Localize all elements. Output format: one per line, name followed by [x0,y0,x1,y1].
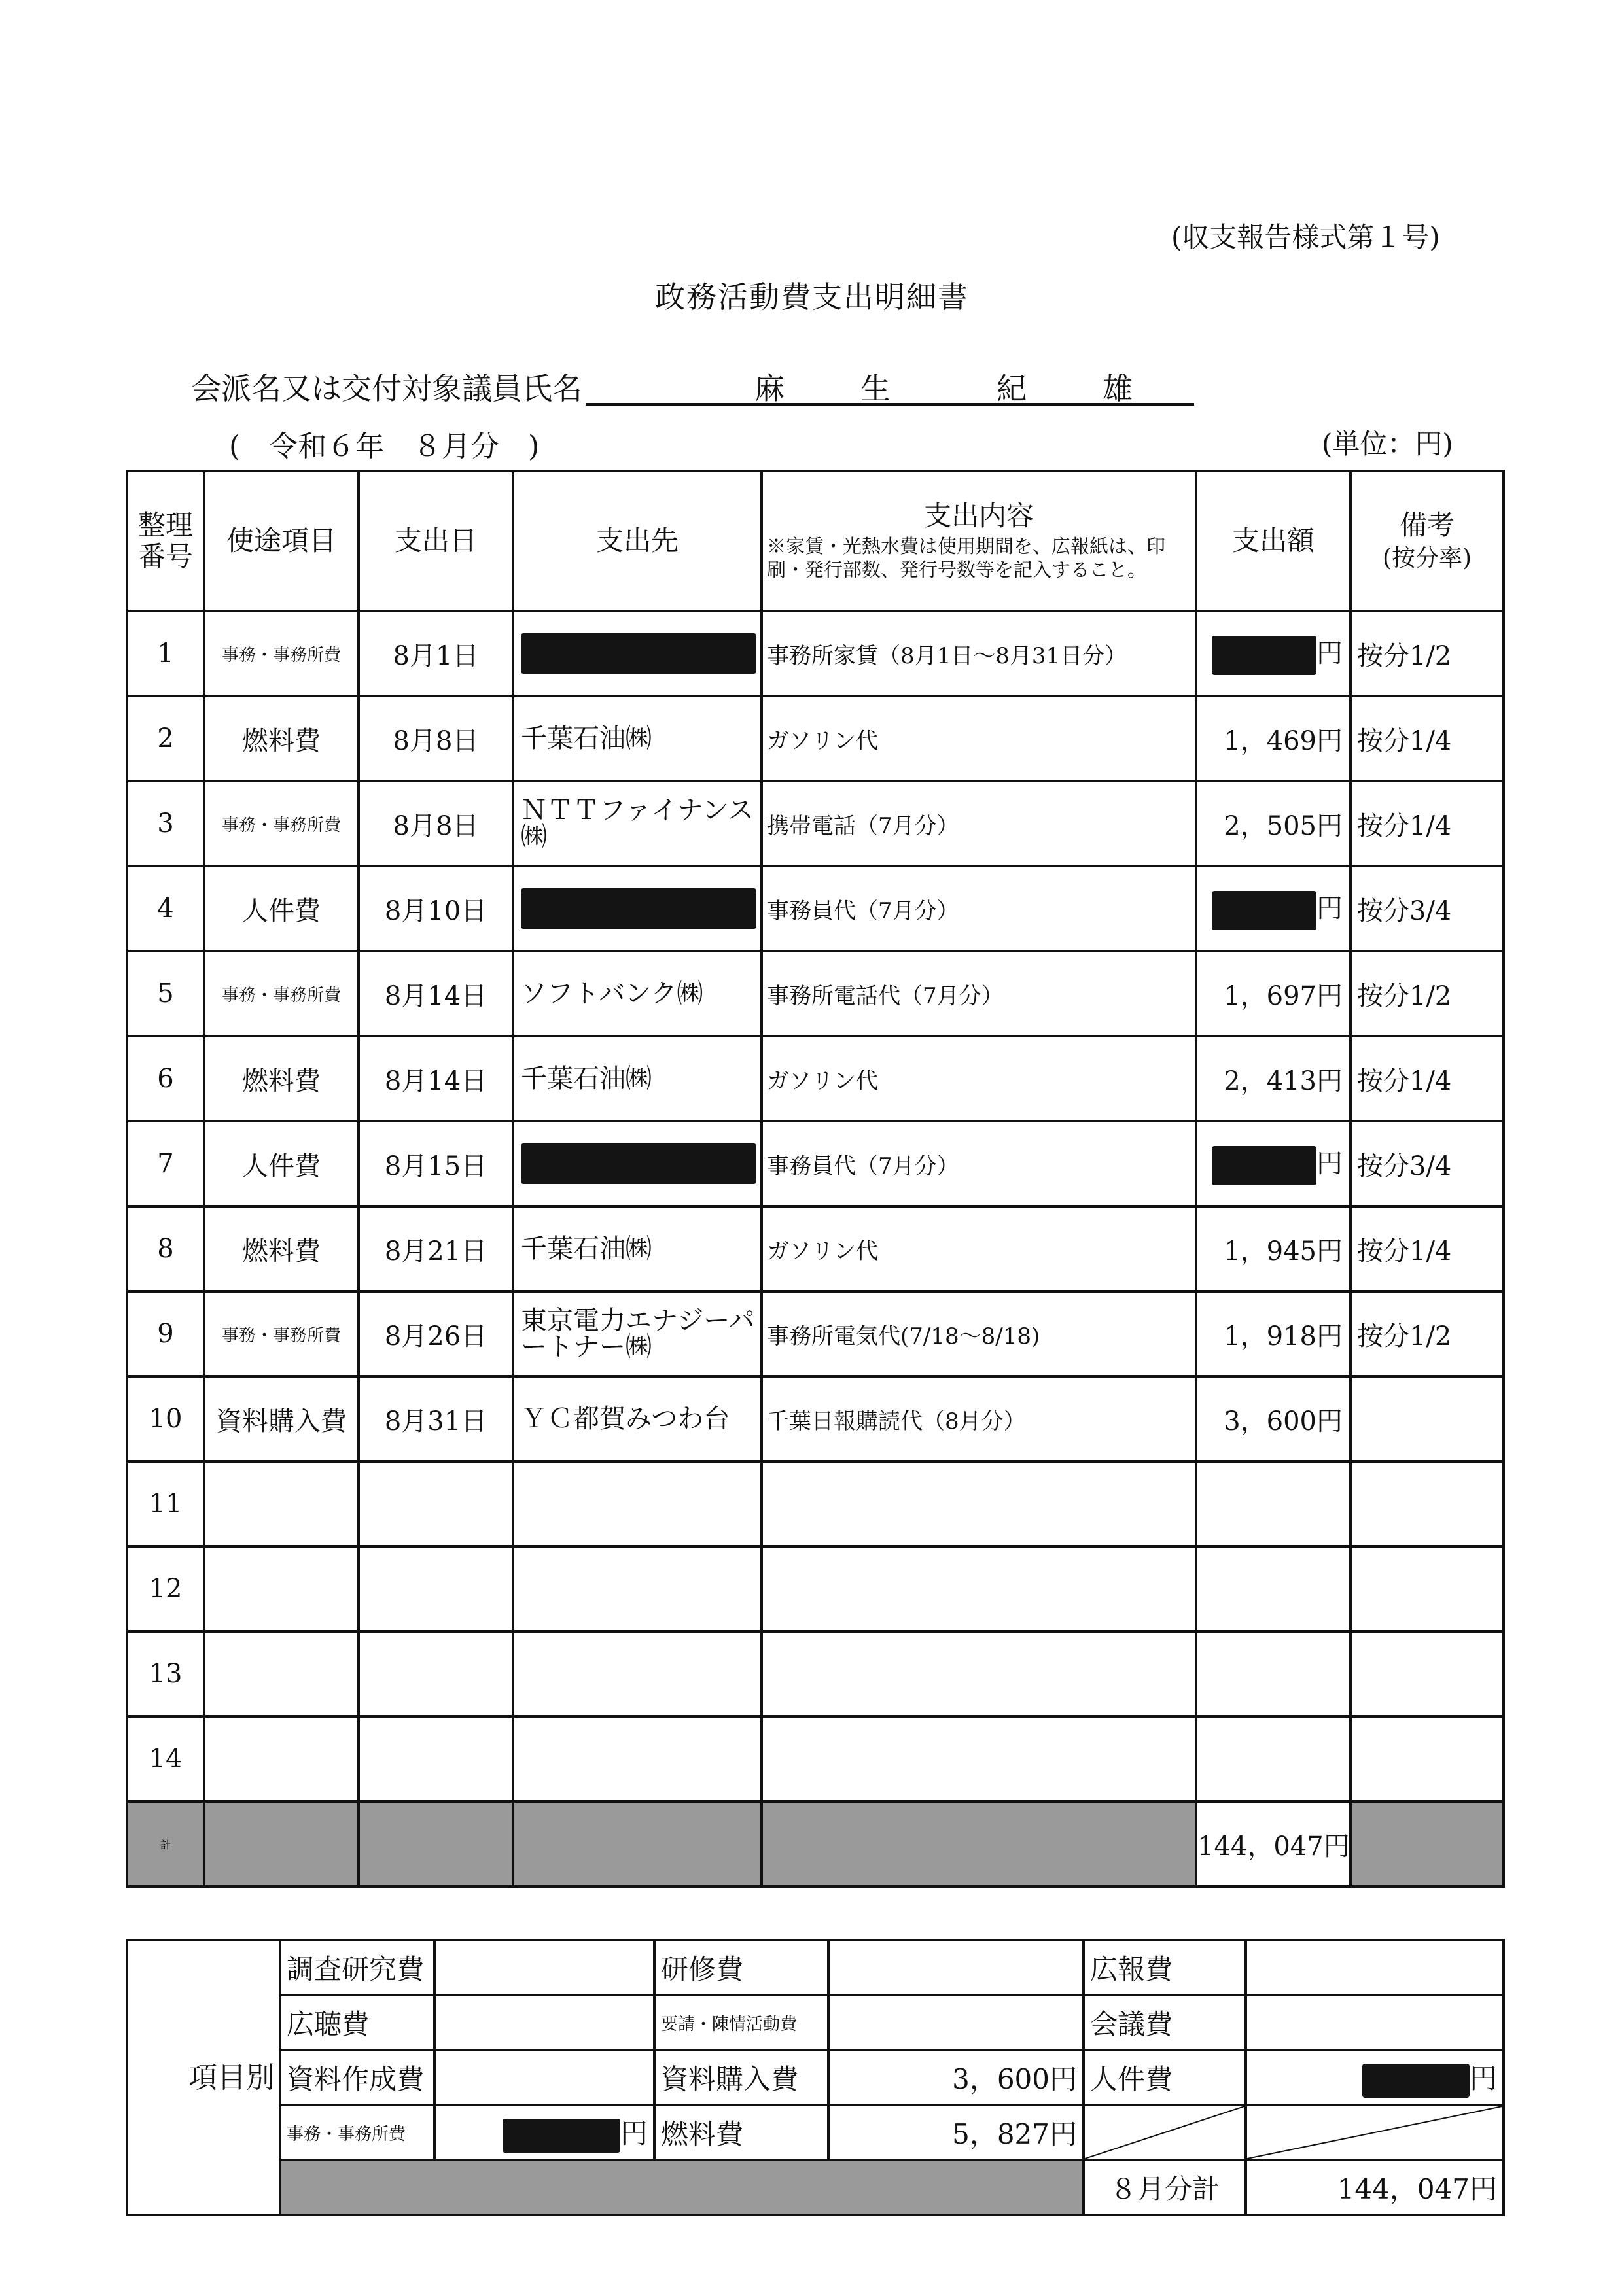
row-amount [1196,1461,1350,1546]
summary-training-label: 研修費 [654,1940,828,1995]
member-name-char: 生 [860,371,891,406]
summary-side-label [127,1940,280,2215]
header-date: 支出日 [359,471,513,611]
row-amount: 3，600円 [1196,1376,1350,1461]
summary-meeting-label: 会議費 [1084,1995,1246,2050]
row-amount [1196,1716,1350,1801]
row-content [762,1461,1196,1546]
total-amount: 144，047円 [1196,1801,1350,1887]
row-amount [1196,1546,1350,1631]
row-date: 8月10日 [359,866,513,951]
row-payee: 千葉石油㈱ [513,1036,762,1121]
row-amount [1196,611,1350,696]
table-row [127,611,1504,696]
summary-petition-label: 要請・陳情活動費 [654,1995,828,2050]
table-row [127,1716,1504,1801]
table-row [127,1291,1504,1376]
row-use-category [204,1631,359,1716]
form-number: (収支報告様式第１号) [1171,221,1440,253]
header-use: 使途項目 [204,471,359,611]
redaction-block [521,888,756,929]
row-number: 13 [127,1631,204,1716]
header-remarks-title: 備考 [1399,508,1455,541]
summary-meeting-value [1246,1995,1504,2050]
row-number: 4 [127,866,204,951]
row-remarks: 按分1/4 [1350,1206,1504,1291]
table-row [127,1546,1504,1631]
row-use-category: 事務・事務所費 [204,611,359,696]
row-date [359,1631,513,1716]
row-date: 8月8日 [359,781,513,866]
row-remarks: 按分3/4 [1350,866,1504,951]
summary-materials-creation-label: 資料作成費 [280,2050,434,2105]
row-date: 8月1日 [359,611,513,696]
row-remarks: 按分1/2 [1350,1291,1504,1376]
summary-personnel-value [1246,2050,1504,2105]
table-row [127,866,1504,951]
row-payee: ＹＣ都賀みつわ台 [513,1376,762,1461]
row-payee [513,866,762,951]
total-empty-cell [1350,1801,1504,1887]
report-period: ( 令和６年 ８月分 ) [229,430,540,463]
header-amount: 支出額 [1196,471,1350,611]
table-row [127,696,1504,781]
row-content: 事務所電話代（7月分） [762,951,1196,1036]
header-content [762,471,1196,611]
table-row [127,1461,1504,1546]
row-date: 8月21日 [359,1206,513,1291]
row-content: ガソリン代 [762,696,1196,781]
total-label: 計 [127,1801,204,1887]
summary-materials-creation-value [434,2050,654,2105]
row-date [359,1716,513,1801]
category-summary [126,1939,1505,2216]
row-remarks [1350,1461,1504,1546]
summary-office-unit: 円 [620,2117,648,2149]
row-number: 10 [127,1376,204,1461]
unit-label: (単位：円) [1322,428,1453,460]
summary-publicity-label: 広報費 [1084,1940,1246,1995]
row-remarks: 按分1/4 [1350,781,1504,866]
row-remarks [1350,1376,1504,1461]
row-date [359,1461,513,1546]
row-remarks [1350,1546,1504,1631]
row-number: 1 [127,611,204,696]
row-amount: 2，505円 [1196,781,1350,866]
row-payee [513,1631,762,1716]
row-content: 携帯電話（7月分） [762,781,1196,866]
row-content: ガソリン代 [762,1036,1196,1121]
member-name-char: 紀 [997,371,1027,406]
row-content: 千葉日報購読代（8月分） [762,1376,1196,1461]
redaction-block [1212,891,1316,930]
table-row [127,1036,1504,1121]
summary-materials-purchase-value: 3，600円 [828,2050,1084,2105]
summary-hearing-value [434,1995,654,2050]
table-row [127,1121,1504,1206]
row-remarks [1350,1716,1504,1801]
total-row [127,1801,1504,1887]
row-content: 事務所電気代(7/18～8/18) [762,1291,1196,1376]
row-number: 14 [127,1716,204,1801]
row-payee [513,1546,762,1631]
row-use-category: 人件費 [204,1121,359,1206]
summary-month-total-value: 144，047円 [1246,2160,1504,2215]
row-date: 8月15日 [359,1121,513,1206]
table-row [127,1631,1504,1716]
row-date [359,1546,513,1631]
table-row [127,1376,1504,1461]
row-payee: 千葉石油㈱ [513,696,762,781]
summary-hearing-label: 広聴費 [280,1995,434,2050]
row-use-category: 事務・事務所費 [204,951,359,1036]
row-number: 2 [127,696,204,781]
row-amount-unit: 円 [1316,893,1343,924]
row-amount: 1，697円 [1196,951,1350,1036]
total-empty-cell [204,1801,359,1887]
row-use-category: 燃料費 [204,1206,359,1291]
row-payee [513,1716,762,1801]
row-content: 事務員代（7月分） [762,866,1196,951]
row-use-category: 資料購入費 [204,1376,359,1461]
row-amount: 1，945円 [1196,1206,1350,1291]
row-remarks: 按分3/4 [1350,1121,1504,1206]
row-use-category: 燃料費 [204,1036,359,1121]
row-date: 8月8日 [359,696,513,781]
row-number: 7 [127,1121,204,1206]
row-use-category [204,1546,359,1631]
summary-slash-cell [1246,2105,1504,2160]
redaction-block [503,2119,620,2153]
row-number: 8 [127,1206,204,1291]
row-use-category [204,1716,359,1801]
total-empty-cell [513,1801,762,1887]
summary-office-label: 事務・事務所費 [280,2105,434,2160]
member-name-char: 麻 [754,371,785,406]
total-empty-cell [762,1801,1196,1887]
row-amount: 2，413円 [1196,1036,1350,1121]
redaction-block [1212,1146,1316,1185]
table-header-row [127,471,1504,611]
row-number: 6 [127,1036,204,1121]
row-remarks: 按分1/4 [1350,696,1504,781]
row-content [762,1546,1196,1631]
row-payee: 千葉石油㈱ [513,1206,762,1291]
row-amount: 1，918円 [1196,1291,1350,1376]
row-remarks: 按分1/2 [1350,951,1504,1036]
row-content: 事務員代（7月分） [762,1121,1196,1206]
summary-personnel-label: 人件費 [1084,2050,1246,2105]
header-remarks-sub: (按分率) [1382,545,1472,572]
row-payee [513,611,762,696]
member-name-label: 会派名又は交付対象議員氏名 [191,371,582,406]
row-remarks [1350,1631,1504,1716]
row-amount-unit: 円 [1316,638,1343,669]
row-use-category: 燃料費 [204,696,359,781]
row-number: 9 [127,1291,204,1376]
summary-personnel-unit: 円 [1469,2062,1497,2095]
row-use-category [204,1461,359,1546]
row-use-category: 事務・事務所費 [204,781,359,866]
expense-table [126,470,1505,1888]
row-payee [513,1121,762,1206]
row-remarks: 按分1/4 [1350,1036,1504,1121]
row-remarks: 按分1/2 [1350,611,1504,696]
row-amount [1196,1121,1350,1206]
row-number: 12 [127,1546,204,1631]
redaction-block [1362,2064,1470,2098]
summary-slash-cell [1084,2105,1246,2160]
header-content-note: ※家賃・光熱水費は使用期間を、広報紙は、印刷・発行部数、発行号数等を記入すること。 [767,534,1166,582]
summary-research-label: 調査研究費 [280,1940,434,1995]
member-name-char: 雄 [1103,371,1133,406]
redaction-block [521,633,756,674]
table-row [127,781,1504,866]
row-payee: ソフトバンク㈱ [513,951,762,1036]
summary-petition-value [828,1995,1084,2050]
row-amount-unit: 円 [1316,1148,1343,1179]
row-content: ガソリン代 [762,1206,1196,1291]
header-no-label: 整理番号 [137,508,193,572]
summary-office-value [434,2105,654,2160]
summary-research-value [434,1940,654,1995]
header-remarks [1350,471,1504,611]
summary-month-total-label: ８月分計 [1084,2160,1246,2215]
summary-fuel-label: 燃料費 [654,2105,828,2160]
header-content-title: 支出内容 [923,499,1034,532]
row-content [762,1631,1196,1716]
member-name-field [586,365,1194,406]
row-date: 8月14日 [359,1036,513,1121]
summary-training-value [828,1940,1084,1995]
document-title: 政務活動費支出明細書 [655,279,969,315]
diagonal-slash [1085,2106,1244,2159]
redaction-block [521,1143,756,1184]
summary-side-text: 項目別 [188,2061,275,2095]
row-amount: 1，469円 [1196,696,1350,781]
summary-fuel-value: 5，827円 [828,2105,1084,2160]
row-content: 事務所家賃（8月1日～8月31日分） [762,611,1196,696]
summary-shaded-cell [280,2160,1084,2215]
row-use-category: 人件費 [204,866,359,951]
header-no [127,471,204,611]
row-number: 3 [127,781,204,866]
diagonal-slash [1247,2106,1502,2159]
total-empty-cell [359,1801,513,1887]
table-row [127,1206,1504,1291]
row-use-category: 事務・事務所費 [204,1291,359,1376]
row-payee: ＮＴＴファイナンス㈱ [513,781,762,866]
row-amount [1196,866,1350,951]
row-amount [1196,1631,1350,1716]
row-date: 8月26日 [359,1291,513,1376]
row-number: 11 [127,1461,204,1546]
header-payee: 支出先 [513,471,762,611]
summary-publicity-value [1246,1940,1504,1995]
row-payee: 東京電力エナジーパートナー㈱ [513,1291,762,1376]
row-payee [513,1461,762,1546]
redaction-block [1212,636,1316,675]
row-content [762,1716,1196,1801]
table-row [127,951,1504,1036]
row-date: 8月14日 [359,951,513,1036]
row-date: 8月31日 [359,1376,513,1461]
row-number: 5 [127,951,204,1036]
summary-materials-purchase-label: 資料購入費 [654,2050,828,2105]
